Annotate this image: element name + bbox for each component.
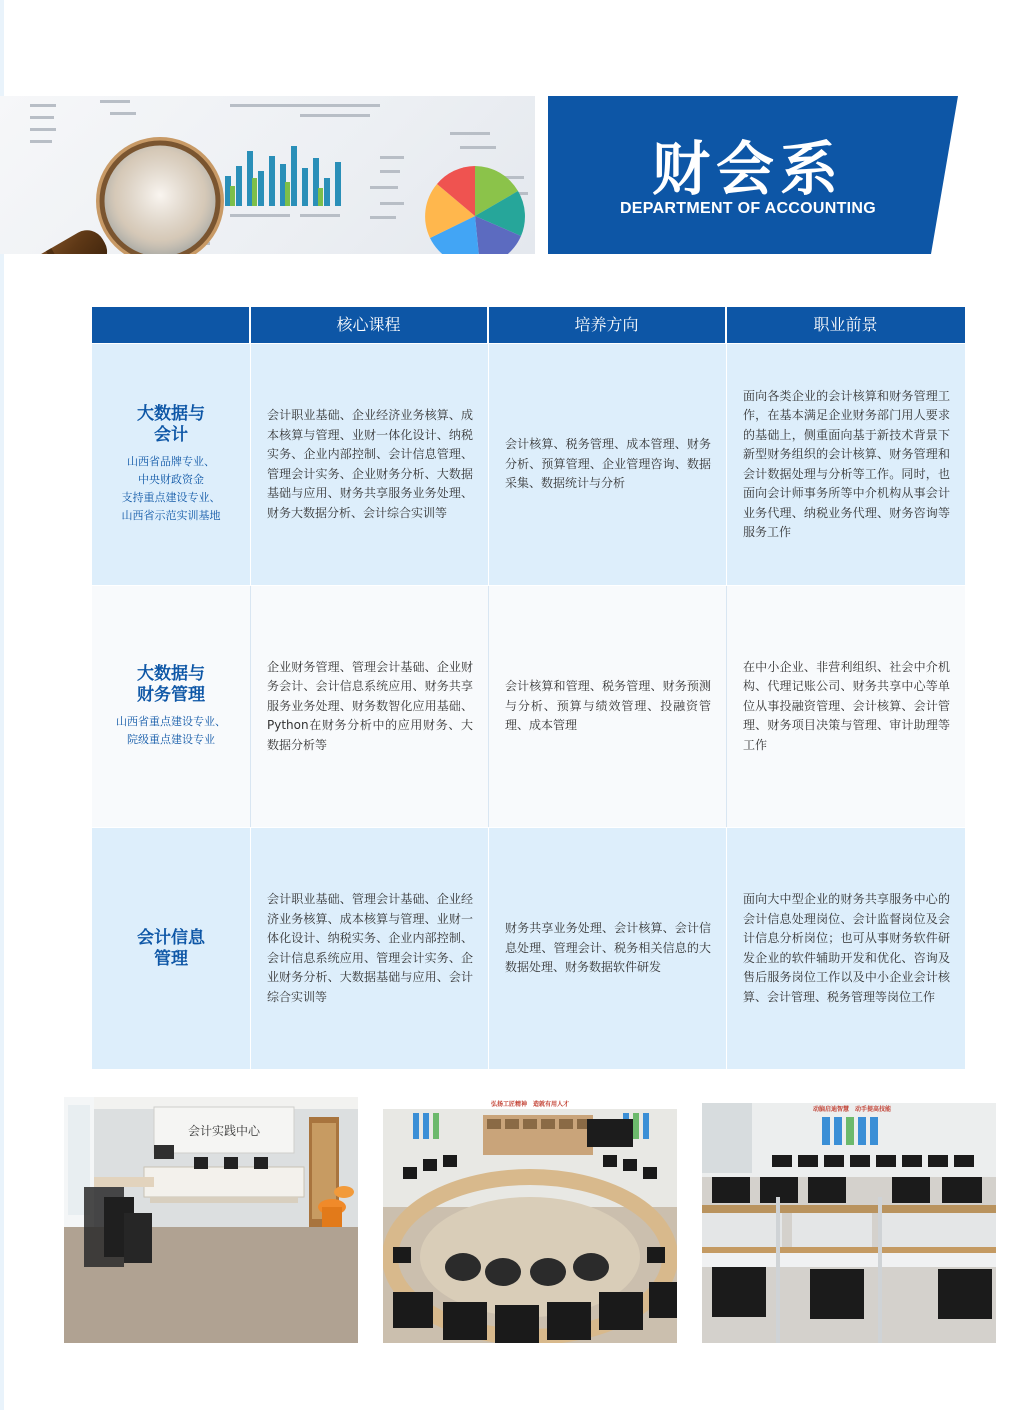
major-name-cell <box>92 344 250 585</box>
program-table <box>92 307 965 1071</box>
major-note: 山西省品牌专业、 <box>127 455 215 468</box>
core-courses-cell <box>251 586 488 827</box>
training-direction-cell <box>489 586 726 827</box>
career-prospects-cell <box>727 828 965 1069</box>
header-career-prospects: 职业前景 <box>813 315 878 334</box>
department-title-chinese: 财会系 <box>651 135 844 203</box>
major-name-line1: 大数据与 <box>137 404 205 424</box>
core-courses-cell <box>251 344 488 585</box>
training-direction-cell <box>489 828 726 1069</box>
major-note: 支持重点建设专业、 <box>121 491 221 504</box>
career-prospects-text: 面向大中型企业的财务共享服务中心的会计信息处理岗位、会计监督岗位及会计信息分析岗位；也可从事财务软件研发企业的软件辅助开发和优化、咨询及售后服务岗位工作以及中小企业会计核算、会计管理、税务管理等岗位工作 <box>743 892 950 1004</box>
department-title-english: DEPARTMENT OF ACCOUNTING <box>619 200 877 217</box>
major-note: 中央财政资金 <box>138 473 204 486</box>
table-row <box>92 828 965 1069</box>
lab-banner-text: 动脑启迪智慧 动手提高技能 <box>812 1106 892 1113</box>
core-courses-text: 企业财务管理、管理会计基础、企业财务会计、会计信息系统应用、财务共享服务业务处理、财务数智化应用基础、Python在财务分析中的应用财务、大数据分析等 <box>267 659 473 752</box>
major-name-line2: 管理 <box>154 948 188 969</box>
photo-computer-lab-circular <box>383 1097 677 1343</box>
core-courses-text: 会计职业基础、管理会计基础、企业经济业务核算、成本核算与管理、业财一体化设计、纳税实务、企业内部控制、会计信息系统应用、管理会计实务、企业财务分析、大数据基础与应用、会计综合实训等 <box>267 892 473 1004</box>
major-name-line2: 财务管理 <box>137 685 205 705</box>
photo-computer-lab-rows <box>702 1097 996 1343</box>
major-note: 山西省重点建设专业、 <box>116 715 226 728</box>
career-prospects-text: 面向各类企业的会计核算和财务管理工作，在基本满足企业财务部门用人要求的基础上，侧重面向基于新技术背景下新型财务组织的会计核算、财务管理和会计数据处理与分析等工作。同时，也面向会计师事务所等中介机构从事会计业务代理、纳税业务代理、财务咨询等服务工作 <box>743 388 950 539</box>
major-note: 院级重点建设专业 <box>127 733 215 746</box>
major-name-cell <box>92 828 250 1069</box>
major-name-line2: 会计 <box>154 425 188 445</box>
department-title-block <box>548 96 958 254</box>
photo-accounting-practice-center <box>64 1097 358 1343</box>
core-courses-text: 会计职业基础、企业经济业务核算、成本核算与管理、业财一体化设计、纳税实务、企业内部控制、会计信息管理、管理会计实务、企业财务分析、大数据基础与应用、财务共享服务业务处理、财务大数据分析、会计综合实训等 <box>267 408 473 520</box>
major-name-cell <box>92 586 250 827</box>
header-core-courses: 核心课程 <box>336 315 401 334</box>
training-direction-text: 会计核算和管理、税务管理、财务预测与分析、预算与绩效管理、投融资管理、成本管理 <box>505 679 711 733</box>
training-direction-text: 财务共享业务处理、会计核算、会计信息处理、管理会计、税务相关信息的大数据处理、财务数据软件研发 <box>505 921 711 975</box>
training-direction-text: 会计核算、税务管理、成本管理、财务分析、预算管理、企业管理咨询、数据采集、数据统计与分析 <box>505 437 711 491</box>
core-courses-cell <box>251 828 488 1069</box>
major-name-line1: 会计信息 <box>137 927 205 948</box>
table-row <box>92 586 965 827</box>
major-name-line1: 大数据与 <box>137 664 205 684</box>
table-header-row <box>92 307 965 343</box>
career-prospects-cell <box>727 344 965 585</box>
training-direction-cell <box>489 344 726 585</box>
career-prospects-text: 在中小企业、非营利组织、社会中介机构、代理记账公司、财务共享中心等单位从事投融资管理、会计核算、会计管理、财务项目决策与管理、审计助理等工作 <box>743 659 950 752</box>
header-training-direction: 培养方向 <box>574 315 639 334</box>
hero-image-magnifier-charts <box>0 96 535 254</box>
practice-center-sign: 会计实践中心 <box>187 1124 261 1138</box>
career-prospects-cell <box>727 586 965 827</box>
lab-banner-text: 弘扬工匠精神 造就有用人才 <box>490 1101 570 1108</box>
major-note: 山西省示范实训基地 <box>121 509 221 522</box>
table-row <box>92 344 965 585</box>
